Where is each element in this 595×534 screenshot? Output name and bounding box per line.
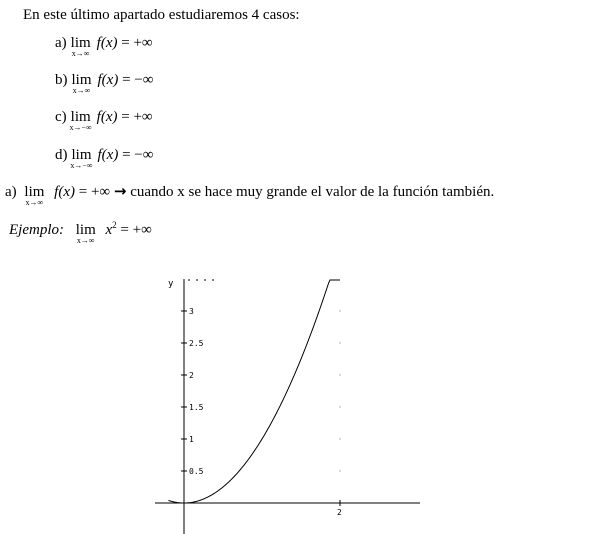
limit-result: = +∞	[120, 222, 152, 238]
lim-subscript: x→∞	[25, 198, 44, 207]
case-label: b)	[55, 72, 68, 88]
exponent: 2	[112, 220, 117, 230]
intro-text: En este último apartado estudiaremos 4 casos:	[23, 7, 300, 23]
lim-word: lim	[71, 147, 92, 163]
guide-dot	[339, 310, 340, 311]
case-label: a)	[55, 35, 67, 51]
guide-dot	[339, 374, 340, 375]
y-tick-label: 3	[189, 307, 194, 316]
y-tick-label: 0.5	[189, 467, 204, 476]
limit-result: = +∞	[78, 184, 111, 200]
explanation-label: a)	[5, 184, 17, 200]
guide-dot	[339, 406, 340, 407]
case-label: d)	[55, 147, 68, 163]
lim-subscript: x→∞	[76, 236, 95, 245]
limit-result: = +∞	[121, 35, 153, 51]
lim-subscript: x→−∞	[70, 161, 93, 170]
limit-result: = −∞	[122, 147, 154, 163]
y-tick-label: 1	[189, 435, 194, 444]
function-expression: f(x)	[97, 147, 119, 163]
lim-word: lim	[75, 222, 96, 238]
function-expression: f(x)	[96, 35, 118, 51]
function-expression: f(x)	[54, 184, 75, 200]
limit-result: = +∞	[121, 109, 153, 125]
y-tick-label: 2.5	[189, 339, 204, 348]
limit-result: = −∞	[122, 72, 154, 88]
function-expression: f(x)	[96, 109, 118, 125]
explanation-text: cuando x se hace muy grande el valor de la función también.	[130, 184, 495, 200]
y-tick-label: 1.5	[189, 403, 204, 412]
function-expression: x	[105, 222, 113, 238]
lim-word: lim	[70, 35, 91, 51]
right-arrow-icon: →	[113, 182, 127, 200]
y-ticks	[181, 307, 341, 476]
lim-subscript: x→−∞	[69, 123, 92, 132]
lim-word: lim	[70, 109, 91, 125]
y-axis-label: y	[168, 279, 174, 289]
x-tick-label: 2	[337, 508, 342, 517]
guide-dot	[339, 438, 340, 439]
case-label: c)	[55, 109, 67, 125]
lim-subscript: x→∞	[72, 86, 91, 95]
lim-subscript: x→∞	[71, 49, 90, 58]
lim-word: lim	[71, 72, 92, 88]
guide-dot	[339, 470, 340, 471]
example-label: Ejemplo:	[9, 222, 64, 238]
lim-word: lim	[24, 184, 45, 200]
y-tick-label: 2	[189, 371, 194, 380]
guide-dot	[339, 342, 340, 343]
function-expression: f(x)	[97, 72, 119, 88]
